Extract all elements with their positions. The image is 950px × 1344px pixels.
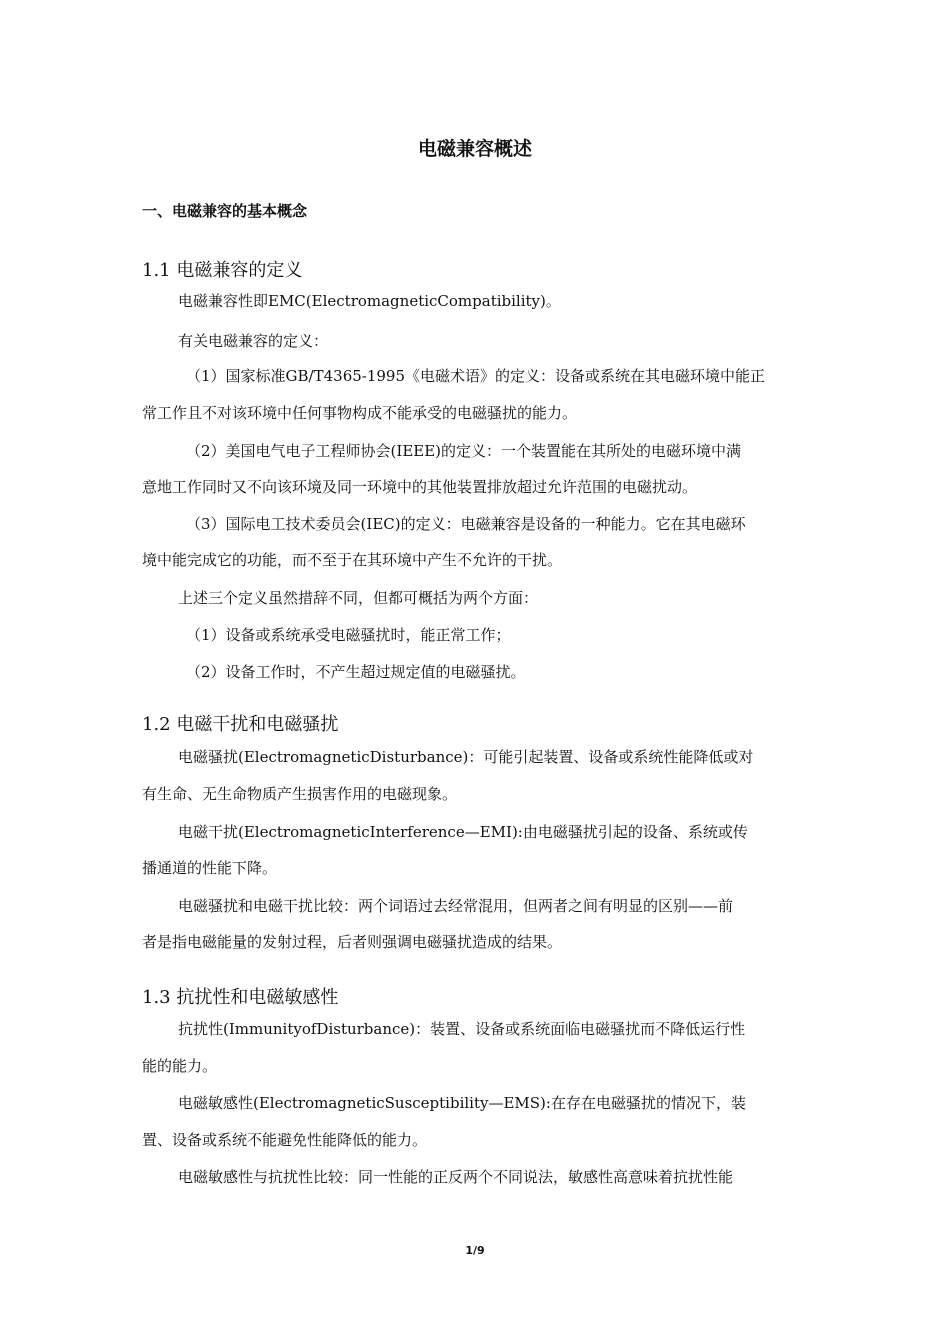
- definition-1-line-2: 常工作且不对该环境中任何事物构成不能承受的电磁骚扰的能力。: [142, 404, 578, 422]
- subsection-heading-1-1: 1.1 电磁兼容的定义: [142, 260, 303, 281]
- paragraph-line: 电磁敏感性与抗扰性比较：同一性能的正反两个不同说法，敏感性高意味着抗扰性能: [178, 1168, 734, 1186]
- paragraph-line: 电磁干扰(ElectromagneticInterference—EMI):由电磁骚扰引起的设备、系统或传: [178, 823, 748, 841]
- definition-2-line-1: （2）美国电气电子工程师协会(IEEE)的定义：一个装置能在其所处的电磁环境中满: [186, 442, 742, 460]
- page-title: 电磁兼容概述: [417, 138, 532, 160]
- list-item: （2）设备工作时，不产生超过规定值的电磁骚扰。: [186, 663, 526, 681]
- subsection-heading-1-2: 1.2 电磁干扰和电磁骚扰: [142, 714, 339, 735]
- list-item: （1）设备或系统承受电磁骚扰时，能正常工作；: [186, 626, 511, 644]
- paragraph-line: 能的能力。: [142, 1057, 218, 1075]
- definition-3-line-1: （3）国际电工技术委员会(IEC)的定义：电磁兼容是设备的一种能力。它在其电磁环: [186, 515, 746, 533]
- paragraph-line: 有生命、无生命物质产生损害作用的电磁现象。: [142, 785, 458, 803]
- paragraph-line: 者是指电磁能量的发射过程，后者则强调电磁骚扰造成的结果。: [142, 933, 563, 951]
- paragraph-line: 电磁敏感性(ElectromagneticSusceptibility—EMS):在存在电磁骚扰的情况下，装: [178, 1094, 746, 1112]
- definition-1-line-1: （1）国家标准GB/T4365-1995《电磁术语》的定义：设备或系统在其电磁环境中能正: [186, 367, 766, 385]
- paragraph-line: 电磁骚扰(ElectromagneticDisturbance)：可能引起装置、设备或系统性能降低或对: [178, 748, 754, 766]
- paragraph: 有关电磁兼容的定义：: [178, 332, 329, 350]
- page-number: 1/9: [465, 1244, 485, 1257]
- paragraph-line: 播通道的性能下降。: [142, 859, 278, 877]
- paragraph: 电磁兼容性即EMC(ElectromagneticCompatibility)。: [178, 292, 561, 310]
- paragraph-line: 置、设备或系统不能避免性能降低的能力。: [142, 1131, 428, 1149]
- subsection-heading-1-3: 1.3 抗扰性和电磁敏感性: [142, 987, 339, 1008]
- paragraph-line: 电磁骚扰和电磁干扰比较：两个词语过去经常混用，但两者之间有明显的区别——前: [178, 897, 734, 915]
- paragraph: 上述三个定义虽然措辞不同，但都可概括为两个方面：: [178, 589, 539, 607]
- definition-3-line-2: 境中能完成它的功能，而不至于在其环境中产生不允许的干扰。: [142, 551, 563, 569]
- definition-2-line-2: 意地工作同时又不向该环境及同一环境中的其他装置排放超过允许范围的电磁扰动。: [142, 478, 698, 496]
- section-heading: 一、电磁兼容的基本概念: [142, 202, 308, 220]
- paragraph-line: 抗扰性(ImmunityofDisturbance)：装置、设备或系统面临电磁骚扰而不降低运行性: [178, 1020, 746, 1038]
